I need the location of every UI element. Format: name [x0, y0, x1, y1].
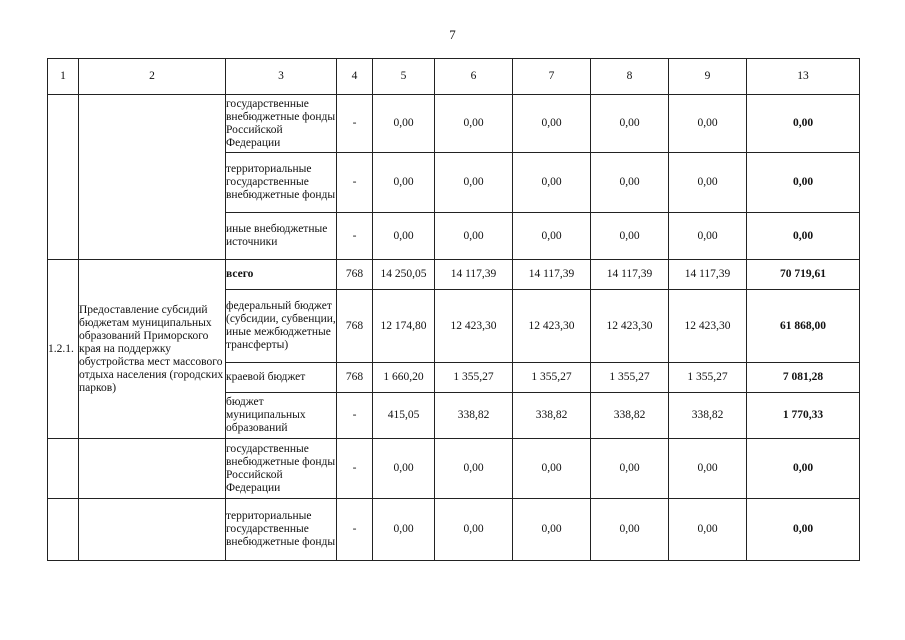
total-value: 61 868,00 — [747, 290, 860, 363]
kbk-code: - — [337, 153, 373, 213]
header-cell: 1 — [48, 59, 79, 95]
funding-source: федеральный бюджет (субсидии, субвенции, иные межбюджетные трансферты) — [226, 290, 337, 363]
value-col-9: 0,00 — [669, 499, 747, 561]
item-code — [48, 499, 79, 561]
funding-source: государственные внебюджетные фонды Российской Федерации — [226, 439, 337, 499]
value-col-8: 338,82 — [591, 393, 669, 439]
value-col-9: 14 117,39 — [669, 260, 747, 290]
header-cell: 9 — [669, 59, 747, 95]
total-value: 0,00 — [747, 213, 860, 260]
value-col-5: 0,00 — [373, 213, 435, 260]
value-col-9: 1 355,27 — [669, 363, 747, 393]
value-col-5: 1 660,20 — [373, 363, 435, 393]
item-name — [79, 499, 226, 561]
kbk-code: - — [337, 393, 373, 439]
item-code — [48, 95, 79, 260]
value-col-6: 0,00 — [435, 499, 513, 561]
kbk-code: - — [337, 439, 373, 499]
value-col-8: 14 117,39 — [591, 260, 669, 290]
value-col-7: 0,00 — [513, 213, 591, 260]
funding-source: всего — [226, 260, 337, 290]
value-col-8: 12 423,30 — [591, 290, 669, 363]
funding-source: территориальные государственные внебюджетные фонды — [226, 499, 337, 561]
value-col-5: 0,00 — [373, 499, 435, 561]
budget-table — [47, 58, 860, 561]
value-col-9: 338,82 — [669, 393, 747, 439]
table-row — [48, 439, 860, 499]
value-col-5: 415,05 — [373, 393, 435, 439]
item-name — [79, 95, 226, 260]
value-col-6: 1 355,27 — [435, 363, 513, 393]
value-col-8: 1 355,27 — [591, 363, 669, 393]
value-col-7: 0,00 — [513, 499, 591, 561]
value-col-5: 14 250,05 — [373, 260, 435, 290]
total-value: 1 770,33 — [747, 393, 860, 439]
funding-source: краевой бюджет — [226, 363, 337, 393]
value-col-8: 0,00 — [591, 439, 669, 499]
kbk-code: 768 — [337, 363, 373, 393]
item-code — [48, 439, 79, 499]
header-cell: 7 — [513, 59, 591, 95]
header-cell: 6 — [435, 59, 513, 95]
header-cell: 5 — [373, 59, 435, 95]
kbk-code: - — [337, 499, 373, 561]
header-cell: 2 — [79, 59, 226, 95]
value-col-7: 0,00 — [513, 439, 591, 499]
value-col-5: 0,00 — [373, 153, 435, 213]
value-col-8: 0,00 — [591, 95, 669, 153]
item-name: Предоставление субсидий бюджетам муниципальных образований Приморского края на поддержку обустройства мест массового отдыха населения (городских парков) — [79, 260, 226, 439]
value-col-6: 338,82 — [435, 393, 513, 439]
total-value: 0,00 — [747, 95, 860, 153]
value-col-7: 0,00 — [513, 153, 591, 213]
value-col-6: 0,00 — [435, 95, 513, 153]
kbk-code: 768 — [337, 290, 373, 363]
total-value: 7 081,28 — [747, 363, 860, 393]
value-col-6: 12 423,30 — [435, 290, 513, 363]
value-col-9: 0,00 — [669, 213, 747, 260]
value-col-7: 338,82 — [513, 393, 591, 439]
value-col-9: 0,00 — [669, 439, 747, 499]
header-cell: 4 — [337, 59, 373, 95]
item-code: 1.2.1. — [48, 260, 79, 439]
funding-source: иные внебюджетные источники — [226, 213, 337, 260]
kbk-code: 768 — [337, 260, 373, 290]
value-col-6: 0,00 — [435, 153, 513, 213]
total-value: 70 719,61 — [747, 260, 860, 290]
table-row — [48, 95, 860, 153]
value-col-5: 0,00 — [373, 95, 435, 153]
value-col-6: 0,00 — [435, 213, 513, 260]
value-col-7: 0,00 — [513, 95, 591, 153]
funding-source: территориальные государственные внебюджетные фонды — [226, 153, 337, 213]
value-col-9: 0,00 — [669, 95, 747, 153]
value-col-8: 0,00 — [591, 153, 669, 213]
funding-source: бюджет муниципальных образований — [226, 393, 337, 439]
table-row — [48, 260, 860, 290]
value-col-6: 0,00 — [435, 439, 513, 499]
value-col-7: 12 423,30 — [513, 290, 591, 363]
page-number: 7 — [449, 27, 456, 42]
item-name — [79, 439, 226, 499]
kbk-code: - — [337, 95, 373, 153]
kbk-code: - — [337, 213, 373, 260]
value-col-9: 12 423,30 — [669, 290, 747, 363]
header-cell: 3 — [226, 59, 337, 95]
value-col-7: 1 355,27 — [513, 363, 591, 393]
value-col-6: 14 117,39 — [435, 260, 513, 290]
value-col-5: 0,00 — [373, 439, 435, 499]
total-value: 0,00 — [747, 439, 860, 499]
value-col-7: 14 117,39 — [513, 260, 591, 290]
value-col-8: 0,00 — [591, 213, 669, 260]
total-value: 0,00 — [747, 153, 860, 213]
funding-source: государственные внебюджетные фонды Российской Федерации — [226, 95, 337, 153]
value-col-5: 12 174,80 — [373, 290, 435, 363]
total-value: 0,00 — [747, 499, 860, 561]
table-row — [48, 499, 860, 561]
header-cell: 13 — [747, 59, 860, 95]
header-cell: 8 — [591, 59, 669, 95]
header-row — [48, 59, 860, 95]
value-col-9: 0,00 — [669, 153, 747, 213]
value-col-8: 0,00 — [591, 499, 669, 561]
